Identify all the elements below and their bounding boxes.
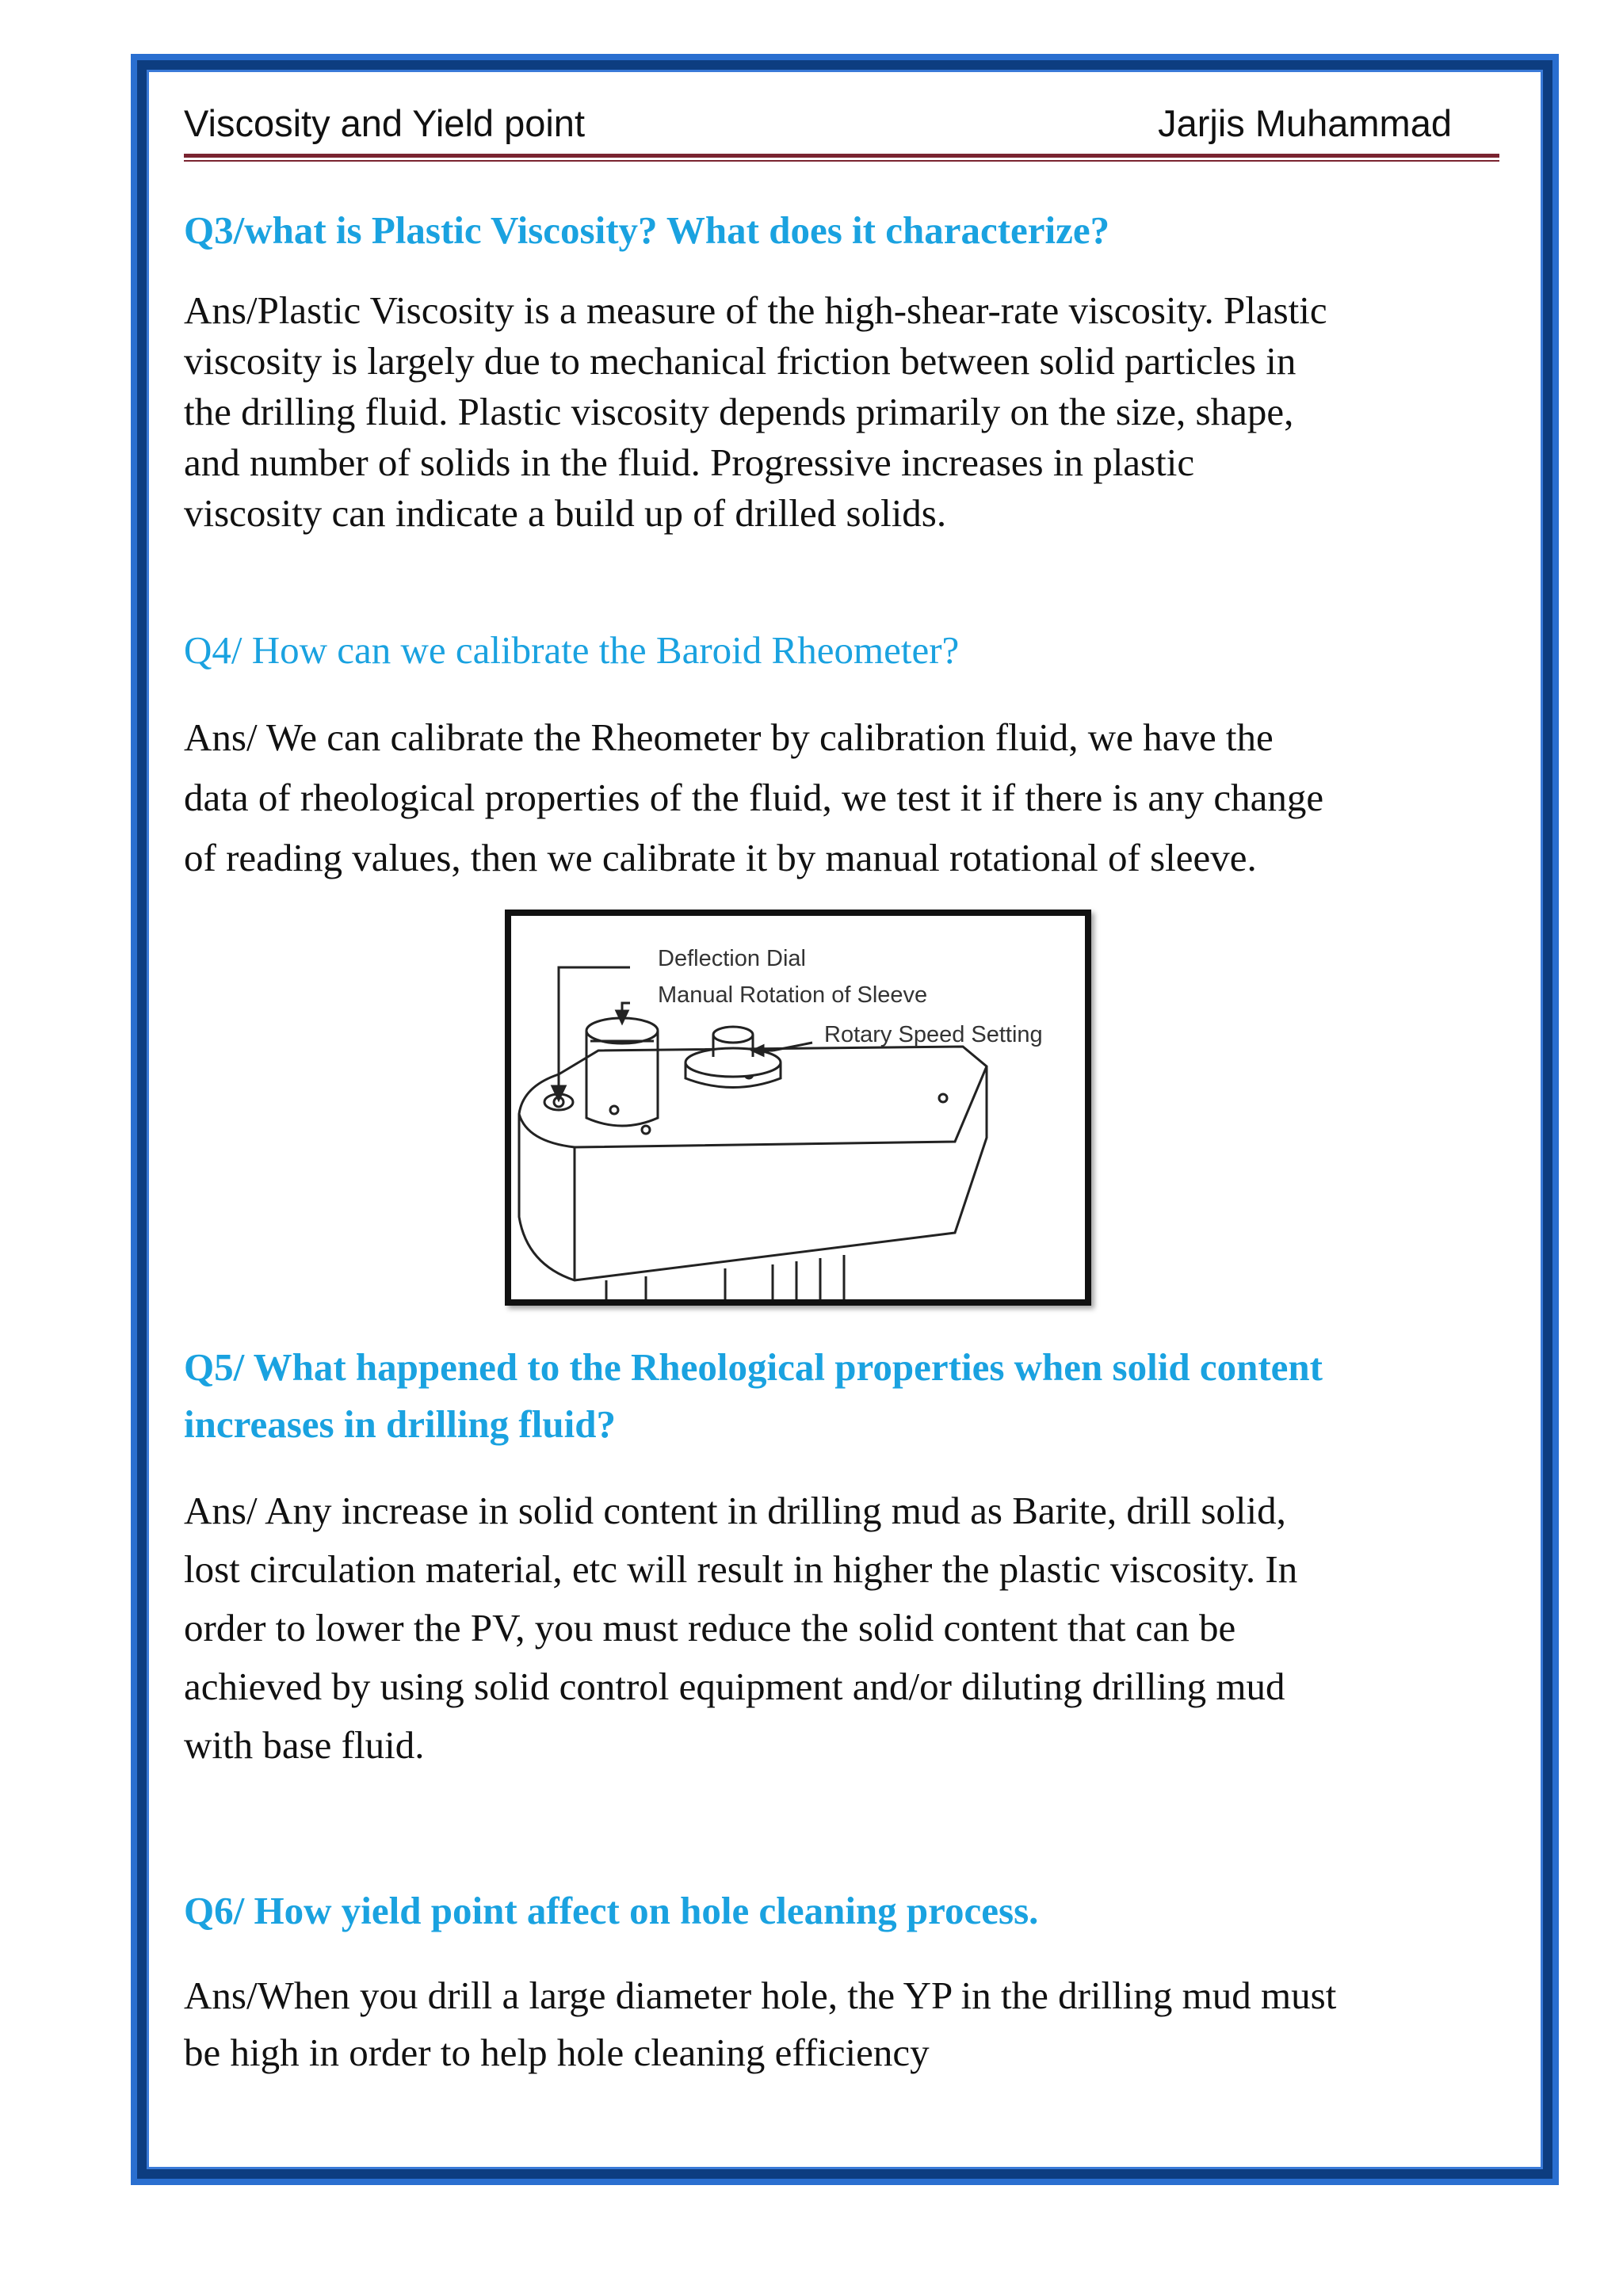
- question-q3: Q3/what is Plastic Viscosity? What does it characterize?: [184, 208, 1110, 252]
- answer-q4: [184, 707, 1499, 888]
- question-q6: Q6/ How yield point affect on hole cleaning process.: [184, 1889, 1039, 1932]
- header-rule-thin: [184, 160, 1499, 162]
- answer-q6: [184, 1967, 1499, 2081]
- answer-line: Ans/When you drill a large diameter hole, the YP in the drilling mud must: [184, 1974, 1337, 2017]
- label-deflection-dial: Deflection Dial: [658, 946, 806, 971]
- answer-line: lost circulation material, etc will result in higher the plastic viscosity. In: [184, 1547, 1298, 1591]
- rheometer-figure: [505, 910, 1091, 1306]
- header-author: Jarjis Muhammad: [1158, 102, 1452, 144]
- header-rule: [184, 154, 1499, 158]
- label-rotary-speed: Rotary Speed Setting: [824, 1022, 1043, 1047]
- answer-line: be high in order to help hole cleaning efficiency: [184, 2031, 930, 2074]
- answer-line: the drilling fluid. Plastic viscosity depends primarily on the size, shape,: [184, 390, 1294, 433]
- answer-q5: [184, 1482, 1499, 1775]
- page-header: [184, 93, 1452, 149]
- label-manual-rotation: Manual Rotation of Sleeve: [658, 982, 928, 1008]
- answer-q3: [184, 285, 1499, 539]
- answer-line: achieved by using solid control equipment and/or diluting drilling mud: [184, 1665, 1285, 1708]
- answer-line: Ans/ We can calibrate the Rheometer by calibration fluid, we have the: [184, 715, 1274, 759]
- question-q4: Q4/ How can we calibrate the Baroid Rheometer?: [184, 628, 960, 672]
- answer-line: viscosity can indicate a build up of drilled solids.: [184, 491, 947, 535]
- answer-line: Ans/ Any increase in solid content in drilling mud as Barite, drill solid,: [184, 1489, 1286, 1532]
- question-line: increases in drilling fluid?: [184, 1402, 616, 1446]
- answer-line: Ans/Plastic Viscosity is a measure of the high-shear-rate viscosity. Plastic: [184, 288, 1327, 332]
- answer-line: and number of solids in the fluid. Progressive increases in plastic: [184, 441, 1195, 484]
- answer-line: viscosity is largely due to mechanical friction between solid particles in: [184, 339, 1296, 383]
- answer-line: with base fluid.: [184, 1723, 425, 1767]
- rheometer-drawing: [511, 916, 1085, 1299]
- question-line: Q5/ What happened to the Rheological properties when solid content: [184, 1345, 1323, 1389]
- answer-line: data of rheological properties of the fluid, we test it if there is any change: [184, 776, 1324, 819]
- answer-line: order to lower the PV, you must reduce the solid content that can be: [184, 1606, 1236, 1650]
- answer-line: of reading values, then we calibrate it by manual rotational of sleeve.: [184, 836, 1257, 879]
- header-title: Viscosity and Yield point: [184, 102, 586, 144]
- question-q5: [184, 1339, 1323, 1453]
